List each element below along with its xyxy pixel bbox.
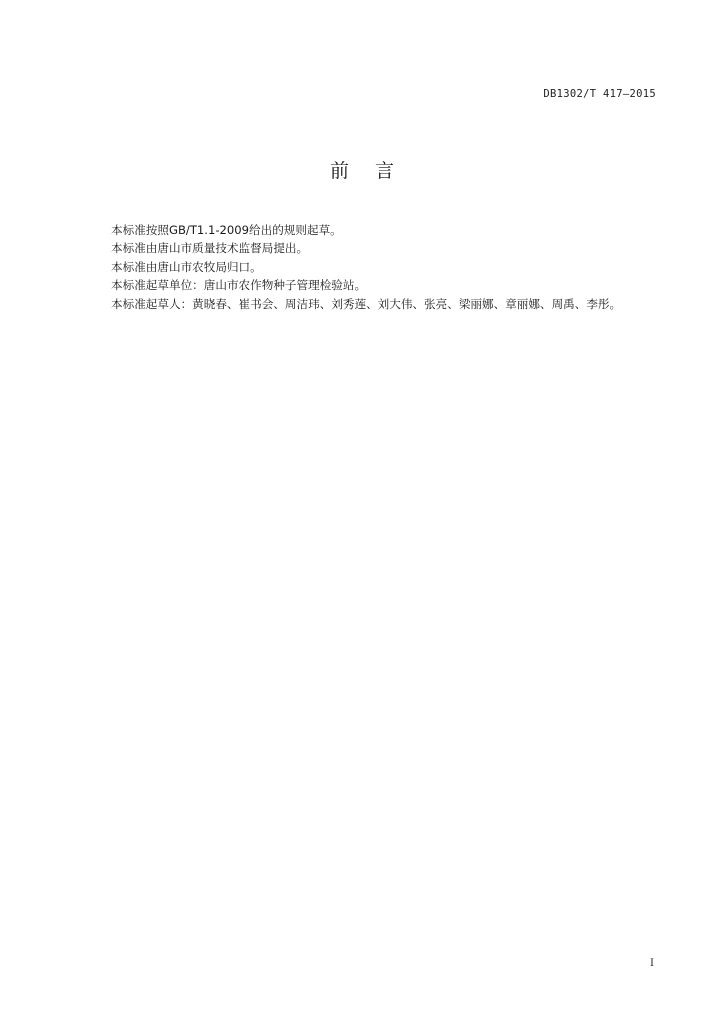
paragraph-proposer: 本标准由唐山市质量技术监督局提出。 <box>111 241 309 256</box>
paragraph-drafting-unit: 本标准起草单位：唐山市农作物种子管理检验站。 <box>111 278 367 293</box>
page-title: 前言 <box>329 160 420 182</box>
paragraph-drafting-rules: 本标准按照GB/T1.1-2009给出的规则起草。 <box>111 223 342 237</box>
document-code: DB1302/T 417—2015 <box>543 88 656 100</box>
paragraph-administrator: 本标准由唐山市农牧局归口。 <box>111 259 262 274</box>
foreword-body <box>111 221 671 313</box>
page-number: I <box>650 958 654 969</box>
paragraph-drafters: 本标准起草人：黄晓春、崔书会、周洁玮、刘秀莲、刘大伟、张亮、梁丽娜、章丽娜、周禹、李彤。 <box>111 296 622 311</box>
